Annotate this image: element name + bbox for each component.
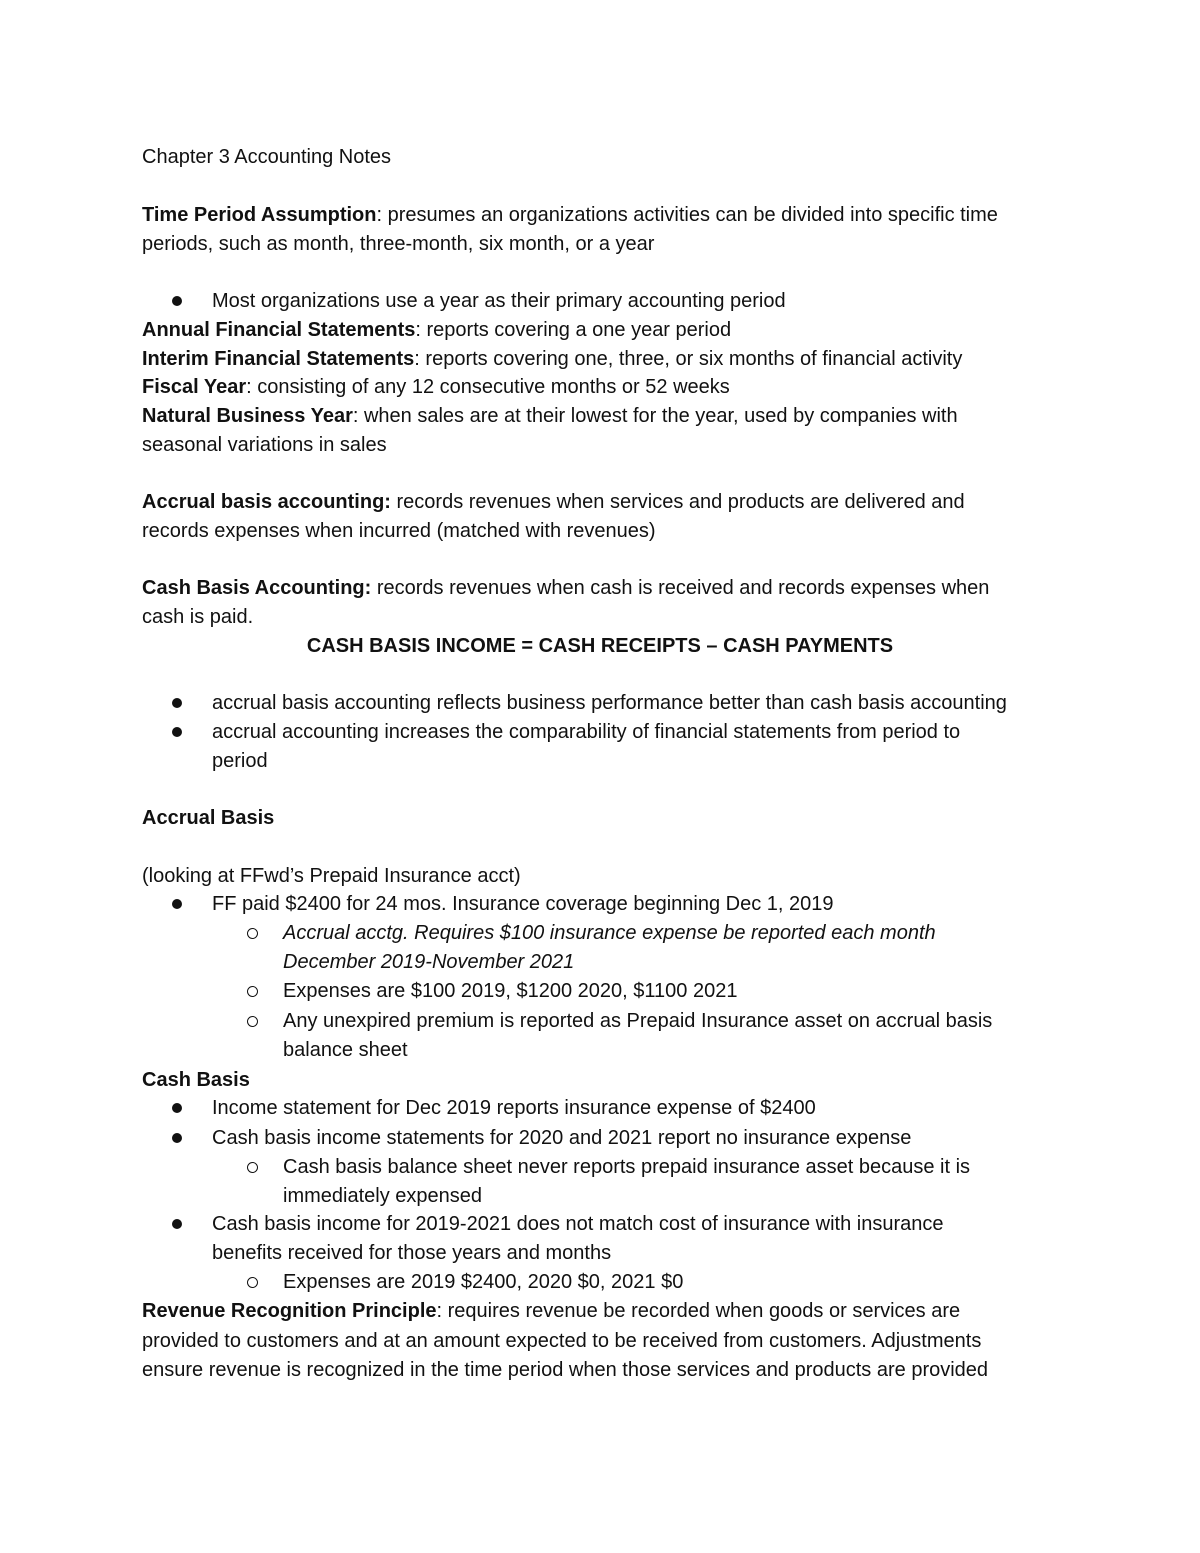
circle-bullet-icon bbox=[247, 928, 258, 939]
bullet-icon bbox=[172, 698, 182, 708]
document-title-line bbox=[0, 143, 1200, 171]
definition-time-period bbox=[0, 201, 1200, 229]
sub-bullet-continuation: immediately expensed bbox=[283, 1185, 482, 1207]
definition-continuation: records expenses when incurred (matched with revenues) bbox=[142, 520, 656, 542]
bullet-continuation: benefits received for those years and months bbox=[212, 1242, 612, 1264]
bullet-icon bbox=[172, 296, 182, 306]
definition-annual: Annual Financial Statements: reports covering a one year period bbox=[142, 319, 732, 341]
term-cash-accounting: Cash Basis Accounting: bbox=[142, 577, 372, 599]
bullet-item: accrual basis accounting reflects business performance better than cash basis accounting bbox=[0, 689, 1200, 717]
term-time-period: Time Period Assumption bbox=[142, 204, 377, 226]
definition-fiscal: Fiscal Year: consisting of any 12 consecutive months or 52 weeks bbox=[142, 376, 730, 398]
bullet-item: Cash basis income statements for 2020 and 2021 report no insurance expense bbox=[0, 1124, 1200, 1152]
document-title: Chapter 3 Accounting Notes bbox=[142, 146, 392, 168]
definition-continuation: cash is paid. bbox=[142, 606, 254, 628]
definition-continuation: periods, such as month, three-month, six month, or a year bbox=[142, 233, 655, 255]
sub-bullet-continuation: December 2019-November 2021 bbox=[283, 951, 575, 973]
bullet-icon bbox=[172, 1103, 182, 1113]
bullet-item: accrual accounting increases the comparability of financial statements from period to bbox=[0, 718, 1200, 746]
circle-bullet-icon bbox=[247, 1277, 258, 1288]
circle-bullet-icon bbox=[247, 1162, 258, 1173]
cash-basis-formula: CASH BASIS INCOME = CASH RECEIPTS – CASH PAYMENTS bbox=[306, 635, 894, 657]
term-accrual-accounting: Accrual basis accounting: bbox=[142, 491, 391, 513]
circle-bullet-icon bbox=[247, 986, 258, 997]
definition-revenue-recognition: Revenue Recognition Principle: requires revenue be recorded when goods or services are bbox=[142, 1300, 961, 1322]
term-natural: Natural Business Year bbox=[142, 405, 353, 427]
bullet-icon bbox=[172, 1133, 182, 1143]
bullet-icon bbox=[172, 727, 182, 737]
bullet-icon bbox=[172, 899, 182, 909]
sub-bullet-item: Expenses are $100 2019, $1200 2020, $1100 2021 bbox=[0, 977, 1200, 1005]
definition-natural: Natural Business Year: when sales are at their lowest for the year, used by companies with bbox=[142, 405, 958, 427]
sub-bullet-item: Accrual acctg. Requires $100 insurance expense be reported each month bbox=[0, 919, 1200, 947]
definition-continuation: ensure revenue is recognized in the time period when those services and products are provided bbox=[142, 1359, 989, 1381]
term-annual: Annual Financial Statements bbox=[142, 319, 416, 341]
definition-interim: Interim Financial Statements: reports covering one, three, or six months of financial activity bbox=[142, 348, 963, 370]
term-interim: Interim Financial Statements bbox=[142, 348, 415, 370]
formula-line bbox=[0, 632, 1200, 660]
sub-bullet-continuation: balance sheet bbox=[283, 1039, 408, 1061]
sub-bullet-item: Cash basis balance sheet never reports prepaid insurance asset because it is bbox=[0, 1153, 1200, 1181]
definition-continuation: seasonal variations in sales bbox=[142, 434, 387, 456]
bullet-item: FF paid $2400 for 24 mos. Insurance coverage beginning Dec 1, 2019 bbox=[0, 890, 1200, 918]
bullet-item: Income statement for Dec 2019 reports insurance expense of $2400 bbox=[0, 1094, 1200, 1122]
bullet-icon bbox=[172, 1219, 182, 1229]
sub-bullet-item: Any unexpired premium is reported as Prepaid Insurance asset on accrual basis bbox=[0, 1007, 1200, 1035]
bullet-continuation: period bbox=[212, 750, 268, 772]
sub-bullet-item: Expenses are 2019 $2400, 2020 $0, 2021 $0 bbox=[0, 1268, 1200, 1296]
bullet-item: Cash basis income for 2019-2021 does not match cost of insurance with insurance bbox=[0, 1210, 1200, 1238]
section-heading-accrual-basis: Accrual Basis bbox=[142, 807, 275, 829]
term-fiscal: Fiscal Year bbox=[142, 376, 247, 398]
definition-text: : presumes an organizations activities can be divided into specific time bbox=[376, 204, 998, 226]
definition-accrual-accounting: Accrual basis accounting: records revenues when services and products are delivered and bbox=[142, 491, 965, 513]
term-revenue-recognition: Revenue Recognition Principle bbox=[142, 1300, 437, 1322]
section-heading-cash-basis: Cash Basis bbox=[142, 1069, 250, 1091]
circle-bullet-icon bbox=[247, 1016, 258, 1027]
definition-continuation: provided to customers and at an amount expected to be received from customers. Adjustments bbox=[142, 1330, 982, 1352]
accrual-intro: (looking at FFwd’s Prepaid Insurance acct) bbox=[142, 865, 521, 887]
bullet-item: Most organizations use a year as their primary accounting period bbox=[0, 287, 1200, 315]
definition-cash-accounting: Cash Basis Accounting: records revenues when cash is received and records expenses when bbox=[142, 577, 990, 599]
